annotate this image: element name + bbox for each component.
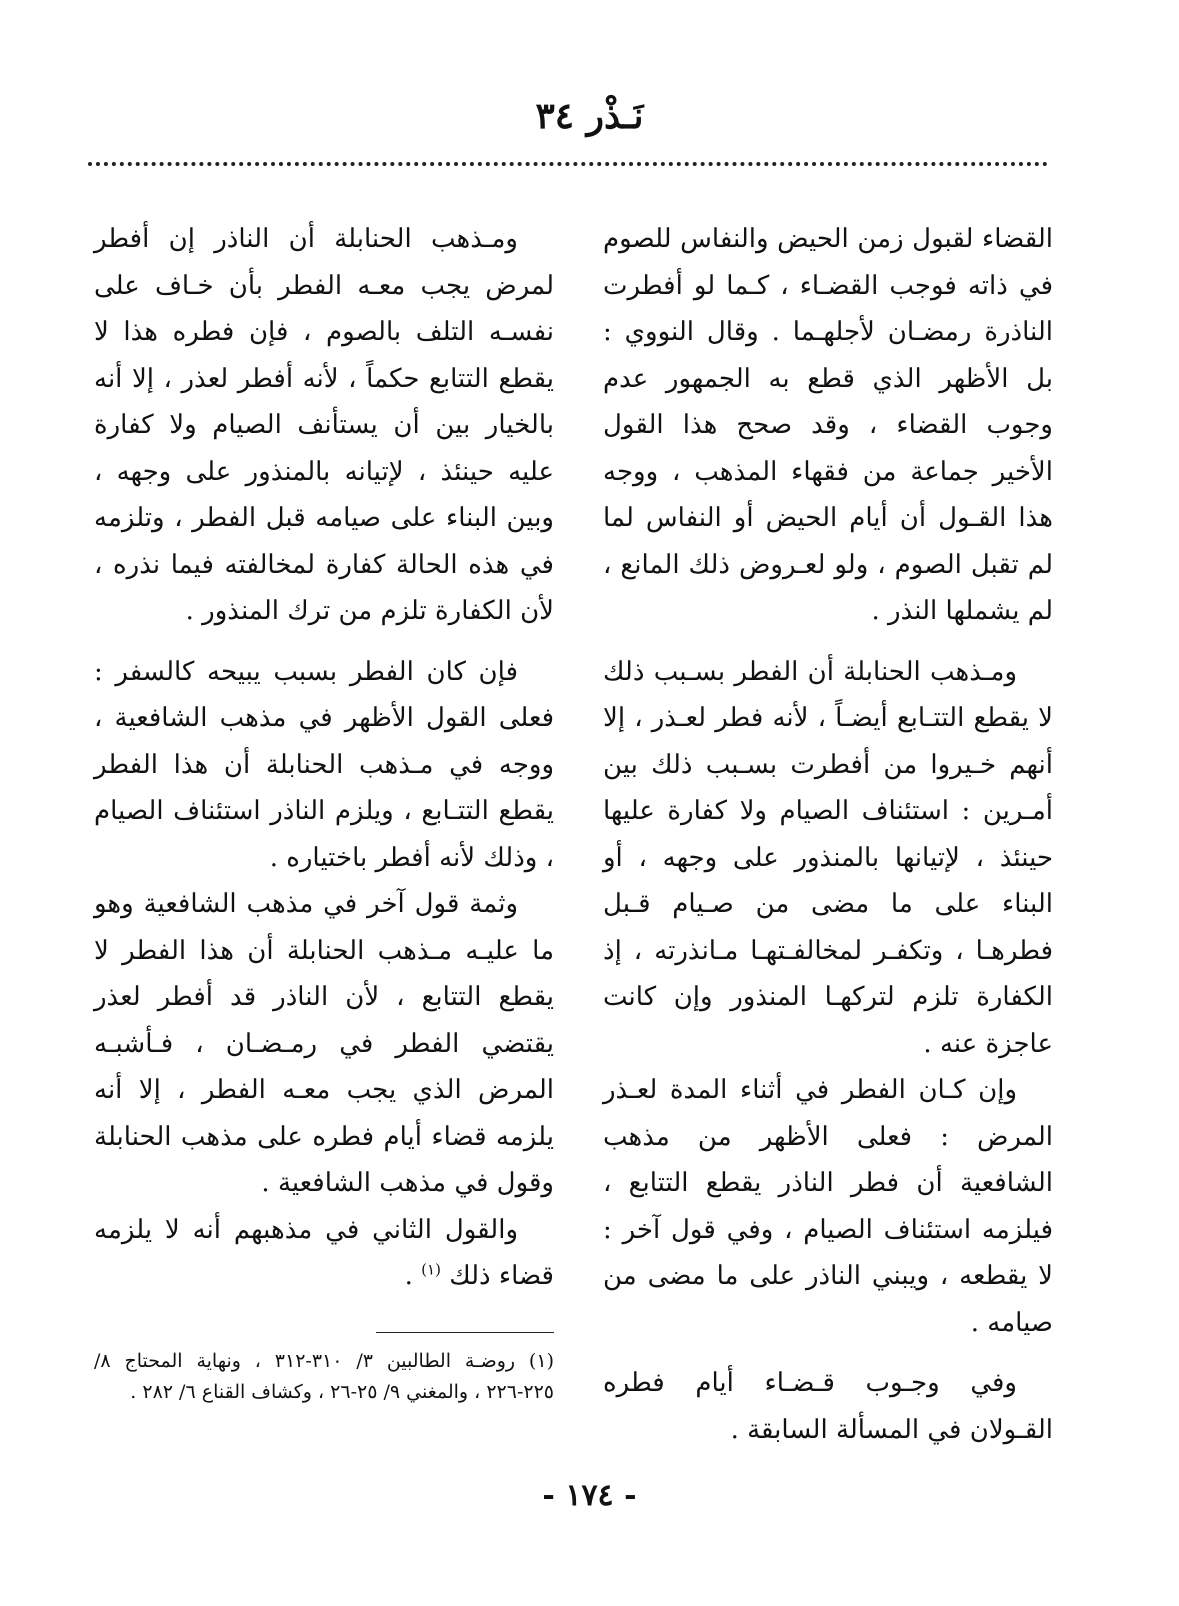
paragraph: وثمة قول آخر في مذهب الشافعية وهو ما عليـه مـذهب الحنابلة أن هذا الفطر لا يقطع التتابع ، لأن الناذر قد أفطر لعذر يقتضي الفطر في رمـضـان ، فـأشبـه المرض الذي يجب معـه الفطر ، إلا أنه يلزمه قضاء أيام فطره على مذهب الحنابلة وقول في مذهب الشافعية . (94, 889, 554, 1198)
paragraph: فإن كان الفطر بسبب يبيحه كالسفر : فعلى القول الأظهر في مذهب الشافعية ، ووجه في مـذهب الحنابلة أن هذا الفطر يقطع التتـابع ، ويلزم الناذر استئناف الصيام ، وذلك لأنه أفطر باختياره . (94, 656, 554, 873)
paragraph: وفي وجـوب قـضـاء أيام فطره القـولان في المسألة السابقة . (603, 1368, 1053, 1445)
left-text-column (94, 216, 554, 1300)
paragraph: وإن كـان الفطر في أثناء المدة لعـذر المرض : فعلى الأظهر من مذهب الشافعية أن فطر الناذر يقطع التتابع ، فيلزمه استئناف الصيام ، وفي قول آخر : لا يقطعه ، ويبني الناذر على ما مضى من صيامه . (603, 1075, 1053, 1338)
paragraph: ومـذهب الحنابلة أن الفطر بسـبب ذلك لا يقطع التتـابع أيضـاً ، لأنه فطر لعـذر ، إلا أنهم خـيروا من أفطرت بسـبب ذلك بين أمـرين : استئناف الصيام ولا كفارة عليها حينئذ ، لإتيانها بالمنذور على وجهه ، أو البناء على ما مضى من صـيام قـبل فطرهـا ، وتكفـر لمخالفـتهـا مـانذرته ، إذ الكفارة تلزم لتركهـا المنذور وإن كانت عاجزة عنه . (603, 656, 1053, 1059)
running-header-title: نَـذْر ٣٤ (535, 95, 644, 137)
header-dotted-divider (88, 162, 1048, 166)
paragraph: القضاء لقبول زمن الحيض والنفاس للصوم في ذاته فوجب القضـاء ، كـما لو أفطرت الناذرة رمضـان لأجلهـما . وقال النووي : بل الأظهر الذي قطع به الجمهور عدم وجوب القضاء ، وقد صحح هذا القول الأخير جماعة من فقهاء المذهب ، ووجه هذا القـول أن أيام الحيض أو النفاس لما لم تقبل الصوم ، ولو لعـروض ذلك المانع ، لم يشملها النذر . (603, 224, 1053, 626)
paragraph (94, 1207, 554, 1300)
right-text-column (603, 216, 1053, 1453)
footnote-reference[interactable]: (١) (421, 1260, 441, 1279)
paragraph: ومـذهب الحنابلة أن الناذر إن أفطر لمرض يجب معـه الفطر بأن خـاف على نفسـه التلف بالصوم ، فإن فطره هذا لا يقطع التتابع حكماً ، لأنه أفطر لعذر ، إلا أنه بالخيار بين أن يستأنف الصيام ولا كفارة عليه حينئذ ، لإتيانه بالمنذور على وجهه ، وبين البناء على صيامه قبل الفطر ، وتلزمه في هذه الحالة كفارة لمخالفته فيما نذره ، لأن الكفارة تلزم من ترك المنذور . (94, 224, 554, 626)
page-number: - ١٧٤ - (542, 1478, 637, 1513)
paragraph-end: . (404, 1261, 422, 1291)
footnote-separator (376, 1332, 554, 1333)
footnote: (١) روضـة الطالبين ٣/ ٣١٠-٣١٢ ، ونهاية المحتاج ٨/ ٢٢٥-٢٢٦ ، والمغني ٩/ ٢٥-٢٦ ، وكشاف القناع ٦/ ٢٨٢ . (94, 1350, 554, 1403)
paragraph-text: والقول الثاني في مذهبهم أنه لا يلزمه قضاء ذلك (94, 1214, 554, 1291)
